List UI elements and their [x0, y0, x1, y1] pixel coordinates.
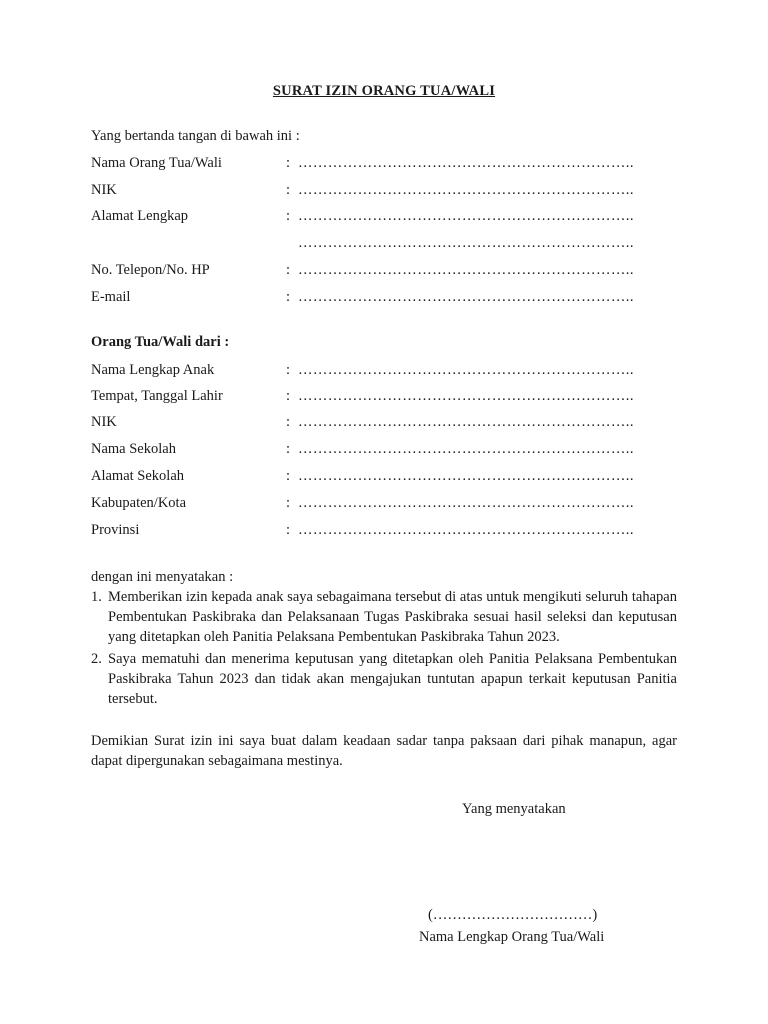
field-row-child-name	[91, 361, 651, 379]
field-row-parent-address	[91, 207, 651, 225]
statement-item-1	[91, 587, 677, 647]
child-section-heading: Orang Tua/Wali dari :	[91, 334, 230, 350]
field-label: Nama Sekolah	[91, 441, 176, 457]
statement-text: Memberikan izin kepada anak saya sebagaimana tersebut di atas untuk mengikuti seluruh tahapan Pembentukan Paskibraka dan Pelaksanaan Tugas Paskibraka sesuai hasil seleksi dan keputusan yang ditetapkan oleh Panitia Pelaksana Pembentukan Paskibraka Tahun 2023.	[108, 589, 677, 645]
field-row-parent-name	[91, 154, 651, 172]
field-label: Kabupaten/Kota	[91, 495, 187, 511]
field-blank: …………………………………………………………..	[298, 235, 634, 251]
field-row-parent-phone	[91, 261, 651, 279]
field-separator: :	[286, 522, 291, 538]
field-row-child-nik	[91, 413, 651, 431]
statement-text: Saya mematuhi dan menerima keputusan yang ditetapkan oleh Panitia Pelaksana Pembentukan Paskibraka Tahun 2023 dan tidak akan mengajukan tuntutan apapun terkait keputusan Panitia tersebut.	[108, 651, 677, 707]
field-separator: :	[286, 208, 291, 224]
field-blank: …………………………………………………………..	[298, 441, 634, 457]
field-blank: …………………………………………………………..	[298, 262, 634, 278]
field-blank: …………………………………………………………..	[298, 289, 634, 305]
intro-text: Yang bertanda tangan di bawah ini :	[91, 128, 300, 144]
field-blank: …………………………………………………………..	[298, 208, 634, 224]
field-separator: :	[286, 289, 291, 305]
field-blank: …………………………………………………………..	[298, 388, 634, 404]
field-label: Provinsi	[91, 522, 140, 538]
field-row-parent-address-cont	[91, 234, 651, 252]
field-row-school-name	[91, 440, 651, 458]
field-separator: :	[286, 262, 291, 278]
field-label: Nama Orang Tua/Wali	[91, 155, 222, 171]
field-separator: :	[286, 388, 291, 404]
field-separator: :	[286, 495, 291, 511]
field-row-child-birth	[91, 387, 651, 405]
field-blank: …………………………………………………………..	[298, 522, 634, 538]
field-row-parent-email	[91, 288, 651, 306]
field-row-regency	[91, 494, 651, 512]
declarant-label: Yang menyatakan	[462, 801, 566, 817]
field-separator: :	[286, 155, 291, 171]
field-blank: …………………………………………………………..	[298, 362, 634, 378]
field-blank: …………………………………………………………..	[298, 182, 634, 198]
field-separator: :	[286, 414, 291, 430]
field-row-province	[91, 521, 651, 539]
field-label: NIK	[91, 182, 117, 198]
signature-name-caption: Nama Lengkap Orang Tua/Wali	[419, 929, 605, 945]
field-separator: :	[286, 468, 291, 484]
field-separator: :	[286, 182, 291, 198]
field-separator: :	[286, 362, 291, 378]
field-blank: …………………………………………………………..	[298, 414, 634, 430]
field-blank: …………………………………………………………..	[298, 155, 634, 171]
field-label: Alamat Sekolah	[91, 468, 185, 484]
field-label: E-mail	[91, 289, 131, 305]
field-label: Tempat, Tanggal Lahir	[91, 388, 223, 404]
closing-paragraph: Demikian Surat izin ini saya buat dalam keadaan sadar tanpa paksaan dari pihak manapun, agar dapat dipergunakan sebagaimana mestinya.	[91, 733, 677, 769]
statement-number: 2.	[91, 651, 102, 667]
statement-item-2	[91, 649, 677, 709]
signature-placeholder: (……………………………)	[428, 907, 598, 923]
field-blank: …………………………………………………………..	[298, 468, 634, 484]
field-label: Alamat Lengkap	[91, 208, 189, 224]
statement-intro: dengan ini menyatakan :	[91, 569, 234, 585]
field-row-parent-nik	[91, 181, 651, 199]
field-label: Nama Lengkap Anak	[91, 362, 215, 378]
field-label: NIK	[91, 414, 117, 430]
statement-number: 1.	[91, 589, 102, 605]
document-title: SURAT IZIN ORANG TUA/WALI	[272, 83, 496, 99]
field-blank: …………………………………………………………..	[298, 495, 634, 511]
field-label: No. Telepon/No. HP	[91, 262, 210, 278]
field-separator: :	[286, 441, 291, 457]
field-row-school-address	[91, 467, 651, 485]
